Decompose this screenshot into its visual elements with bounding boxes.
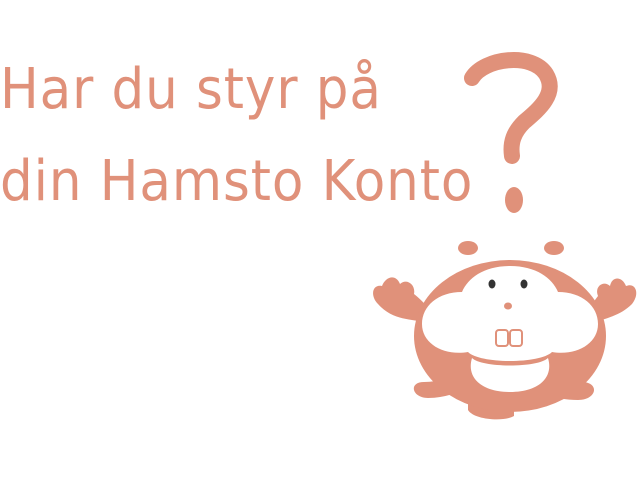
headline-line-2: din Hamsto Konto: [0, 149, 474, 214]
headline: [0, 44, 474, 228]
headline-line-1: Har du styr på: [0, 57, 382, 122]
hamster-mascot-icon: [364, 232, 640, 428]
question-mark-icon: [462, 48, 572, 228]
